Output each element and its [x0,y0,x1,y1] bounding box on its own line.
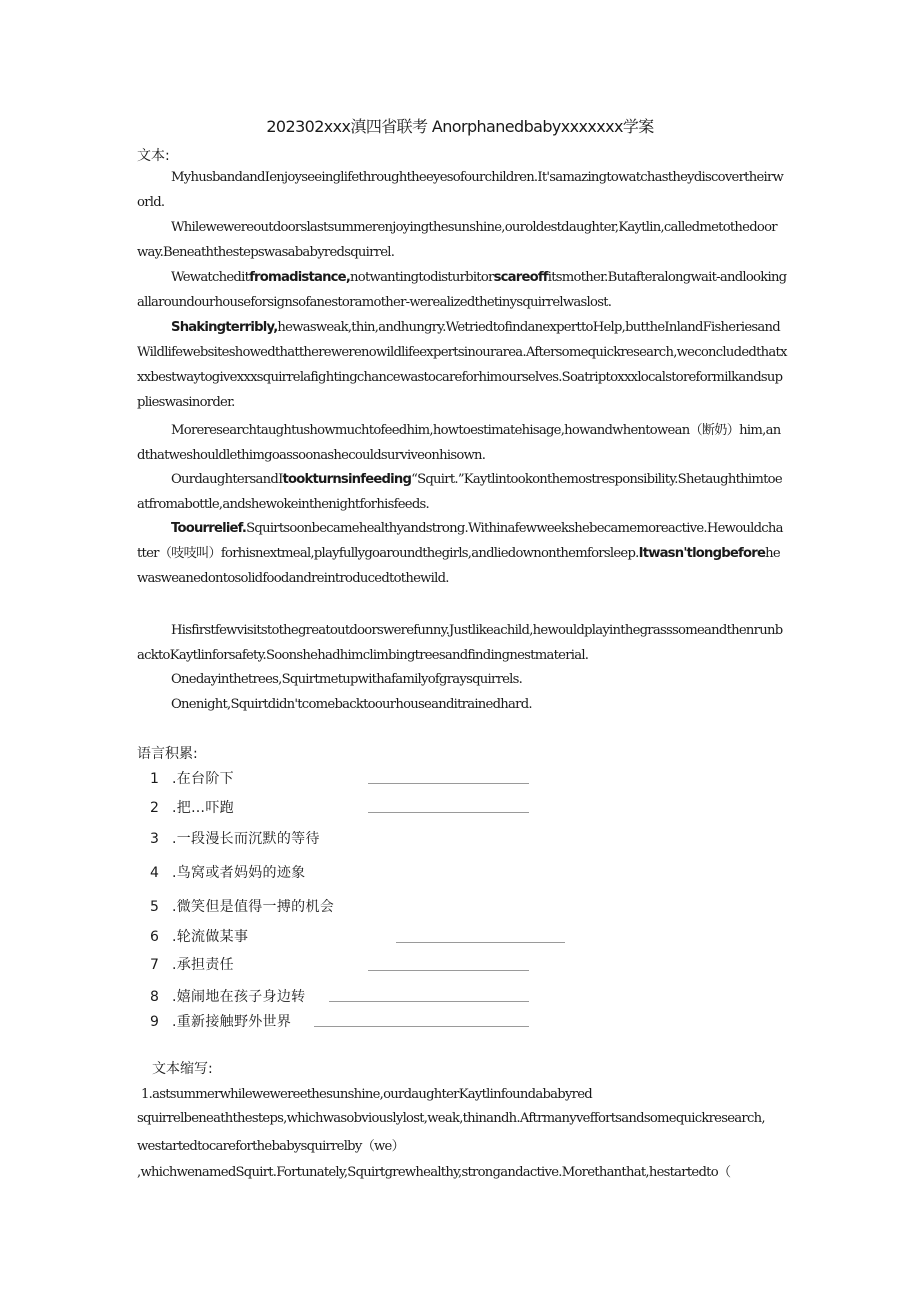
summary-line: squirrelbeneaththesteps,whichwasobviouslylost,weak,thinandh.Aftrmanyveffortsandsomequickresearch, [137,1111,765,1126]
text-run: Squirtsoonbecamehealthyandstrong.Withinafewweekshebecamemoreactive.Hewouldchatter（吱吱叫）forhisnextmeal,playfullygoaroundthegirls,andliedownonthemforsleep. [137,521,783,561]
vocab-text: .把…吓跑 [172,800,234,816]
text-run: Hisfirstfewvisitstothegreatoutdoorswerefunny.Justlikeachild,hewouldplayinthegrasssomeandthenrunbacktoKaytlinforsafety.Soonshehadhimclimbingtreesandfindingnestmaterial. [137,623,783,663]
text-run: hewasweanedontosolidfoodandreintroducedtothewild. [137,546,780,586]
summary-line: 1.astsummerwhilewewereethesunshine,ourdaughterKaytlinfoundababyred [141,1087,592,1102]
text-run: Onedayinthetrees,Squirtmetupwithafamilyofgraysquirrels. [171,672,523,687]
answer-blank[interactable] [368,782,529,784]
paragraph-8 [137,618,787,668]
vocab-item [150,828,320,848]
summary-section-label: 文本缩写: [152,1061,213,1077]
paragraph-4 [137,315,787,415]
answer-blank[interactable] [314,1025,529,1027]
vocab-number: 1 [150,771,160,787]
vocab-item [150,896,334,916]
vocab-text: .一段漫长而沉默的等待 [172,831,320,847]
paragraph-2 [137,215,787,265]
vocab-number: 6 [150,929,160,945]
answer-blank[interactable] [329,1000,529,1002]
summary-line: ,whichwenamedSquirt.Fortunately,Squirtgrewhealthy,strongandactive.Morethanthat,hestartedto（ [137,1165,731,1180]
vocab-item [150,986,305,1006]
paragraph-6 [137,467,787,517]
vocab-item [150,862,305,882]
text-run: Moreresearchtaughtushowmuchtofeedhim,howtoestimatehisage,howandwhentowean（断奶）him,andthatweshouldlethimgoassoonashecouldsurviveonhisown. [137,423,781,463]
text-run: “Squirt.”Kaytlintookonthemostresponsibility.Shetaughthimtoeatfromabottle,andshewokeinthenightforhisfeeds. [137,472,782,512]
paragraph-7 [137,516,787,591]
vocab-number: 2 [150,800,160,816]
vocab-text: .鸟窝或者妈妈的迹象 [172,865,306,881]
vocab-number: 5 [150,899,160,915]
vocab-number: 4 [150,865,160,881]
text-run: notwantingtodisturbitor [350,270,494,285]
answer-blank[interactable] [368,969,529,971]
vocab-item [150,768,234,788]
page-title: 202302xxx滇四省联考 Anorphanedbabyxxxxxxx学案 [266,117,654,136]
bold-phrase: Toourrelief. [171,521,247,536]
text-run: MyhusbandandIenjoyseeinglifethroughtheeyesofourchildren.It'samazingtowatchastheydiscovertheirworld. [137,170,784,210]
answer-blank[interactable] [396,941,565,943]
text-run: hewasweak,thin,andhungry.WetriedtofindanexperttoHelp,buttheInlandFisheriesandWildlifewebsiteshowedthattherewerenowildlifeexpertsinourarea.Aftersomequickresearch,weconcludedthatxxxbestwaytogivexxxsquirrelafightingchancewastocareforhimourselves.Soatriptoxxxlocalstoreformilkandsupplieswasinorder. [137,320,787,410]
bold-phrase: Shakingterribly, [171,320,278,335]
paragraph-1 [137,165,787,215]
text-run: Wewatchedit [171,270,250,285]
bold-phrase: tookturnsinfeeding [282,472,412,487]
text-run: Whilewewereoutdoorslastsummerenjoyingthesunshine,ouroldestdaughter,Kaytlin,calledmetothedoorway.Beneaththestepswasababyredsquirrel. [137,220,777,260]
bold-phrase: Itwasn'tlongbefore [638,546,766,561]
text-section-label: 文本: [137,148,170,164]
bold-phrase: fromadistance, [249,270,351,285]
vocab-text: .承担责任 [172,957,234,973]
vocab-text: .嬉闹地在孩子身边转 [172,989,306,1005]
vocab-number: 3 [150,831,160,847]
paragraph-5 [137,418,787,468]
paragraph-3 [137,265,787,315]
text-run: itsmother.Butafteralongwait-andlookingallaroundourhouseforsignsofanestoramother-werealizedthetinysquirrelwaslost. [137,270,787,310]
vocab-text: .重新接触野外世界 [172,1014,292,1030]
vocab-item [150,926,248,946]
vocab-number: 7 [150,957,160,973]
vocab-item [150,954,234,974]
vocab-text: .轮流做某事 [172,929,249,945]
vocab-number: 8 [150,989,160,1005]
vocab-text: .微笑但是值得一搏的机会 [172,899,335,915]
summary-line: westartedtocareforthebabysquirrelby（we） [137,1139,405,1154]
answer-blank[interactable] [368,811,529,813]
vocab-section-label: 语言积累: [137,746,198,762]
vocab-number: 9 [150,1014,160,1030]
vocab-text: .在台阶下 [172,771,234,787]
vocab-item [150,1011,291,1031]
paragraph-9 [137,667,787,692]
text-run: Onenight,Squirtdidn'tcomebacktoourhouseanditrainedhard. [171,697,532,712]
text-run: OurdaughtersandI [171,472,283,487]
vocab-item [150,797,234,817]
paragraph-10 [137,692,787,717]
bold-phrase: scareoff [493,270,548,285]
